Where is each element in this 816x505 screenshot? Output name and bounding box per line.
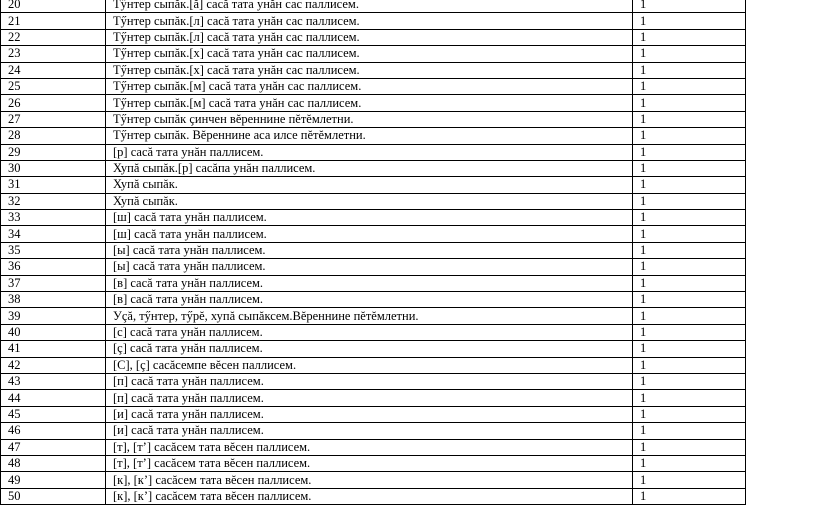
lesson-topic-cell: Тӳнтер сыпăк.[л] сасă тата унăн сас паллисем. bbox=[106, 13, 633, 29]
lesson-number-cell: 39 bbox=[1, 308, 106, 324]
lesson-hours-cell: 1 bbox=[633, 455, 746, 471]
lesson-number-cell: 24 bbox=[1, 62, 106, 78]
table-row bbox=[1, 62, 746, 78]
table-row bbox=[1, 0, 746, 13]
lesson-hours-cell: 1 bbox=[633, 357, 746, 373]
lesson-number-cell: 40 bbox=[1, 324, 106, 340]
lesson-number-cell: 25 bbox=[1, 78, 106, 94]
table-row bbox=[1, 259, 746, 275]
lesson-hours-cell: 1 bbox=[633, 29, 746, 45]
lesson-number-cell: 48 bbox=[1, 455, 106, 471]
lesson-hours-cell: 1 bbox=[633, 406, 746, 422]
table-row bbox=[1, 46, 746, 62]
lesson-topic-cell: Тӳнтер сыпăк.[ă] сасă тата унăн сас паллисем. bbox=[106, 0, 633, 13]
table-row bbox=[1, 308, 746, 324]
lesson-hours-cell: 1 bbox=[633, 78, 746, 94]
lesson-number-cell: 50 bbox=[1, 488, 106, 504]
lesson-hours-cell: 1 bbox=[633, 177, 746, 193]
lesson-number-cell: 45 bbox=[1, 406, 106, 422]
lesson-topic-cell: Хупă сыпăк. bbox=[106, 193, 633, 209]
lesson-topic-cell: [ç] сасă тата унăн паллисем. bbox=[106, 341, 633, 357]
table-row bbox=[1, 226, 746, 242]
lesson-number-cell: 33 bbox=[1, 210, 106, 226]
lesson-number-cell: 35 bbox=[1, 242, 106, 258]
lesson-hours-cell: 1 bbox=[633, 292, 746, 308]
lesson-number-cell: 43 bbox=[1, 373, 106, 389]
table-row bbox=[1, 160, 746, 176]
lesson-number-cell: 29 bbox=[1, 144, 106, 160]
table-row bbox=[1, 390, 746, 406]
lesson-topic-cell: [к], [к’] сасăсем тата вĕсен паллисем. bbox=[106, 472, 633, 488]
lesson-topic-cell: [к], [к’] сасăсем тата вĕсен паллисем. bbox=[106, 488, 633, 504]
lesson-number-cell: 21 bbox=[1, 13, 106, 29]
lesson-hours-cell: 1 bbox=[633, 13, 746, 29]
lesson-hours-cell: 1 bbox=[633, 488, 746, 504]
lesson-topic-cell: [ы] сасă тата унăн паллисем. bbox=[106, 242, 633, 258]
lesson-number-cell: 44 bbox=[1, 390, 106, 406]
lesson-topic-cell: Тӳнтер сыпăк.[м] сасă тата унăн сас паллисем. bbox=[106, 95, 633, 111]
lesson-hours-cell: 1 bbox=[633, 341, 746, 357]
lesson-hours-cell: 1 bbox=[633, 46, 746, 62]
lesson-number-cell: 47 bbox=[1, 439, 106, 455]
lesson-topic-cell: [и] сасă тата унăн паллисем. bbox=[106, 406, 633, 422]
lesson-topic-cell: [в] сасă тата унăн паллисем. bbox=[106, 275, 633, 291]
lesson-number-cell: 31 bbox=[1, 177, 106, 193]
lesson-topic-cell: [с] сасă тата унăн паллисем. bbox=[106, 324, 633, 340]
lesson-number-cell: 36 bbox=[1, 259, 106, 275]
lesson-hours-cell: 1 bbox=[633, 160, 746, 176]
table-row bbox=[1, 111, 746, 127]
lesson-hours-cell: 1 bbox=[633, 275, 746, 291]
table-row bbox=[1, 373, 746, 389]
lesson-topic-cell: [ш] сасă тата унăн паллисем. bbox=[106, 210, 633, 226]
lesson-topic-cell: [ш] сасă тата унăн паллисем. bbox=[106, 226, 633, 242]
lesson-topic-cell: [р] сасă тата унăн паллисем. bbox=[106, 144, 633, 160]
lesson-topic-cell: Тӳнтер сыпăк ҫинчен вĕреннине пĕтĕмлетни. bbox=[106, 111, 633, 127]
lesson-topic-cell: Тӳнтер сыпăк. Вĕреннине аса илсе пĕтĕмлетни. bbox=[106, 128, 633, 144]
lesson-hours-cell: 1 bbox=[633, 423, 746, 439]
lesson-topic-cell: [т], [т’] сасăсем тата вĕсен паллисем. bbox=[106, 439, 633, 455]
lesson-number-cell: 49 bbox=[1, 472, 106, 488]
lesson-number-cell: 37 bbox=[1, 275, 106, 291]
table-row bbox=[1, 406, 746, 422]
lesson-hours-cell: 1 bbox=[633, 226, 746, 242]
lesson-hours-cell: 1 bbox=[633, 472, 746, 488]
lesson-hours-cell: 1 bbox=[633, 193, 746, 209]
table-row bbox=[1, 78, 746, 94]
lesson-topic-cell: [т], [т’] сасăсем тата вĕсен паллисем. bbox=[106, 455, 633, 471]
table-row bbox=[1, 128, 746, 144]
lesson-hours-cell: 1 bbox=[633, 373, 746, 389]
lesson-topic-cell: [С], [ç] сасăсемпе вĕсен паллисем. bbox=[106, 357, 633, 373]
table-row bbox=[1, 357, 746, 373]
lesson-number-cell: 30 bbox=[1, 160, 106, 176]
table-row bbox=[1, 455, 746, 471]
table-row bbox=[1, 95, 746, 111]
lesson-hours-cell: 1 bbox=[633, 439, 746, 455]
lesson-hours-cell: 1 bbox=[633, 242, 746, 258]
lesson-topic-cell: Уçă, тӳнтер, тӳрĕ, хупă сыпăксем.Вĕреннине пĕтĕмлетни. bbox=[106, 308, 633, 324]
lesson-topic-cell: Тӳнтер сыпăк.[х] сасă тата унăн сас паллисем. bbox=[106, 46, 633, 62]
lesson-topic-cell: Тӳнтер сыпăк.[м] сасă тата унăн сас паллисем. bbox=[106, 78, 633, 94]
lesson-number-cell: 22 bbox=[1, 29, 106, 45]
lesson-number-cell: 41 bbox=[1, 341, 106, 357]
lesson-number-cell: 32 bbox=[1, 193, 106, 209]
table-row bbox=[1, 242, 746, 258]
lesson-topic-cell: Хупă сыпăк. bbox=[106, 177, 633, 193]
table-row bbox=[1, 177, 746, 193]
lesson-number-cell: 34 bbox=[1, 226, 106, 242]
table-row bbox=[1, 13, 746, 29]
lesson-number-cell: 38 bbox=[1, 292, 106, 308]
table-row bbox=[1, 292, 746, 308]
lesson-topic-cell: [п] сасă тата унăн паллисем. bbox=[106, 390, 633, 406]
lesson-hours-cell: 1 bbox=[633, 308, 746, 324]
lesson-topic-cell: [ы] сасă тата унăн паллисем. bbox=[106, 259, 633, 275]
lesson-hours-cell: 1 bbox=[633, 128, 746, 144]
lesson-hours-cell: 1 bbox=[633, 210, 746, 226]
lesson-hours-cell: 1 bbox=[633, 95, 746, 111]
lesson-topic-cell: Тӳнтер сыпăк.[х] сасă тата унăн сас паллисем. bbox=[106, 62, 633, 78]
lesson-hours-cell: 1 bbox=[633, 111, 746, 127]
lesson-number-cell: 26 bbox=[1, 95, 106, 111]
lesson-topic-cell: [п] сасă тата унăн паллисем. bbox=[106, 373, 633, 389]
table-row bbox=[1, 275, 746, 291]
table-row bbox=[1, 29, 746, 45]
lesson-number-cell: 46 bbox=[1, 423, 106, 439]
table-row bbox=[1, 439, 746, 455]
lesson-hours-cell: 1 bbox=[633, 144, 746, 160]
lesson-topic-cell: [в] сасă тата унăн паллисем. bbox=[106, 292, 633, 308]
lesson-plan-table-body bbox=[1, 0, 746, 505]
table-row bbox=[1, 324, 746, 340]
lesson-number-cell: 42 bbox=[1, 357, 106, 373]
lesson-number-cell: 27 bbox=[1, 111, 106, 127]
table-row bbox=[1, 193, 746, 209]
lesson-number-cell: 23 bbox=[1, 46, 106, 62]
table-row bbox=[1, 423, 746, 439]
lesson-hours-cell: 1 bbox=[633, 259, 746, 275]
lesson-hours-cell: 1 bbox=[633, 324, 746, 340]
table-row bbox=[1, 472, 746, 488]
table-row bbox=[1, 488, 746, 504]
table-row bbox=[1, 341, 746, 357]
lesson-hours-cell: 1 bbox=[633, 390, 746, 406]
lesson-topic-cell: [и] сасă тата унăн паллисем. bbox=[106, 423, 633, 439]
lesson-hours-cell: 1 bbox=[633, 62, 746, 78]
lesson-topic-cell: Тӳнтер сыпăк.[л] сасă тата унăн сас паллисем. bbox=[106, 29, 633, 45]
lesson-topic-cell: Хупă сыпăк.[р] сасăпа унăн паллисем. bbox=[106, 160, 633, 176]
table-row bbox=[1, 210, 746, 226]
table-row bbox=[1, 144, 746, 160]
lesson-number-cell: 28 bbox=[1, 128, 106, 144]
lesson-number-cell: 20 bbox=[1, 0, 106, 13]
lesson-hours-cell: 1 bbox=[633, 0, 746, 13]
